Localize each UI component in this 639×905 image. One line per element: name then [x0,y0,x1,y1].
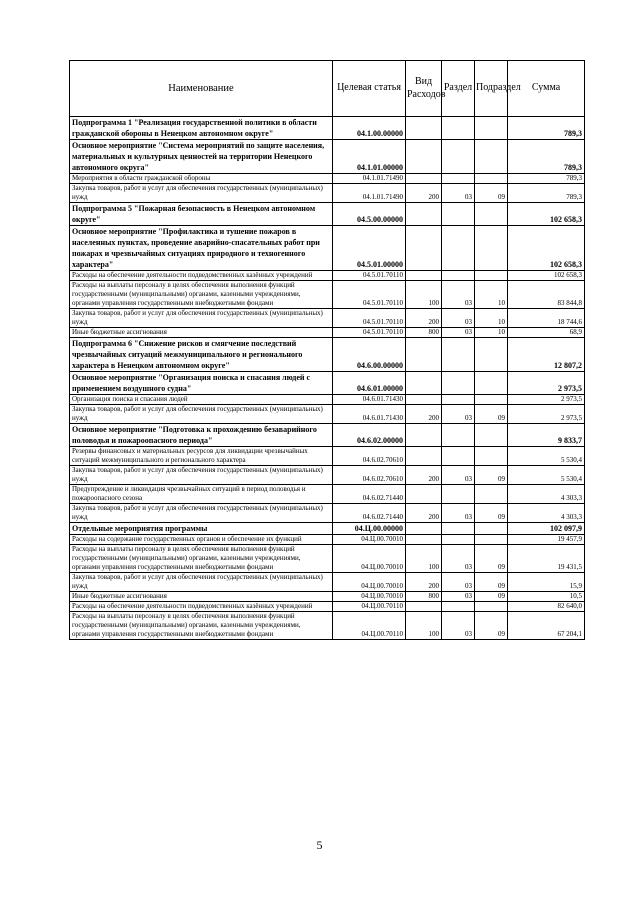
table-row [70,592,585,602]
table-row [70,485,585,504]
row-code: 04.6.02.71440 [333,485,406,504]
row-podrazdel: 09 [475,405,508,424]
row-vid [406,117,442,140]
row-vid: 200 [406,309,442,328]
row-name: Иные бюджетные ассигнования [70,328,333,338]
row-vid: 200 [406,573,442,592]
row-podrazdel [475,602,508,612]
row-sum: 789,3 [508,184,585,203]
row-code: 04.6.02.70610 [333,447,406,466]
row-sum: 2 973,5 [508,372,585,395]
row-code: 04.Ц.00.70010 [333,573,406,592]
row-name: Иные бюджетные ассигнования [70,592,333,602]
row-razdel: 03 [442,545,475,573]
row-podrazdel [475,203,508,226]
row-vid: 200 [406,184,442,203]
row-sum: 15,9 [508,573,585,592]
table-row [70,424,585,447]
row-code: 04.5.01.70110 [333,281,406,309]
row-code: 04.Ц.00.00000 [333,523,406,535]
row-razdel [442,395,475,405]
row-code: 04.6.02.00000 [333,424,406,447]
row-podrazdel: 10 [475,328,508,338]
row-podrazdel [475,447,508,466]
row-razdel: 03 [442,309,475,328]
row-code: 04.6.01.00000 [333,372,406,395]
row-razdel [442,485,475,504]
header-podrazdel: Подраздел [475,61,508,117]
table-row [70,395,585,405]
row-sum: 82 640,0 [508,602,585,612]
row-sum: 102 658,3 [508,203,585,226]
row-vid [406,372,442,395]
row-sum: 9 833,7 [508,424,585,447]
table-row [70,309,585,328]
row-vid: 200 [406,466,442,485]
row-code: 04.Ц.00.70110 [333,612,406,640]
row-sum: 68,9 [508,328,585,338]
row-vid [406,140,442,174]
row-podrazdel: 09 [475,545,508,573]
row-name: Основное мероприятие "Профилактика и тушение пожаров в населенных пунктах, проведение аварийно-спасательных работ при пожарах и чрезвычайных ситуациях природного и техногенного характера" [70,226,333,271]
table-row [70,328,585,338]
row-razdel: 03 [442,573,475,592]
row-vid: 200 [406,504,442,523]
row-name: Основное мероприятие "Система мероприятий по защите населения, материальных и культурных ценностей на территории Ненецкого автономного округа" [70,140,333,174]
row-sum: 18 744,6 [508,309,585,328]
table-row [70,117,585,140]
row-sum: 102 097,9 [508,523,585,535]
row-sum: 4 303,3 [508,485,585,504]
row-podrazdel [475,395,508,405]
row-vid [406,424,442,447]
table-row [70,226,585,271]
row-vid [406,338,442,372]
row-sum: 789,3 [508,117,585,140]
row-sum: 4 303,3 [508,504,585,523]
row-razdel [442,271,475,281]
header-razdel: Раздел [442,61,475,117]
table-row [70,372,585,395]
row-razdel [442,203,475,226]
row-name: Подпрограмма 1 "Реализация государственной политики в области гражданской обороны в Ненецком автономном округе" [70,117,333,140]
row-sum: 2 973,5 [508,405,585,424]
row-name: Организация поиска и спасания людей [70,395,333,405]
row-razdel [442,117,475,140]
row-code: 04.6.01.71430 [333,395,406,405]
row-razdel: 03 [442,184,475,203]
row-name: Расходы на выплаты персоналу в целях обеспечения выполнения функций государственными (муниципальными) органами, казенными учреждениями, органами управления государственными внебюджетными фондами [70,545,333,573]
row-code: 04.1.01.71490 [333,174,406,184]
row-podrazdel [475,338,508,372]
row-razdel [442,523,475,535]
row-podrazdel: 09 [475,184,508,203]
row-sum: 10,5 [508,592,585,602]
table-body [70,117,585,640]
row-vid [406,226,442,271]
row-code: 04.1.01.71490 [333,184,406,203]
row-sum: 12 807,2 [508,338,585,372]
row-vid [406,271,442,281]
header-name: Наименование [70,61,333,117]
table-row [70,535,585,545]
row-podrazdel [475,174,508,184]
row-code: 04.5.01.00000 [333,226,406,271]
row-razdel [442,424,475,447]
row-vid: 800 [406,328,442,338]
row-sum: 83 844,8 [508,281,585,309]
row-vid: 100 [406,545,442,573]
row-razdel: 03 [442,592,475,602]
row-podrazdel: 09 [475,592,508,602]
row-podrazdel: 10 [475,281,508,309]
row-podrazdel: 09 [475,466,508,485]
row-vid: 200 [406,405,442,424]
row-vid [406,447,442,466]
row-name: Предупреждение и ликвидация чрезвычайных ситуаций в период половодья и пожароопасного сезона [70,485,333,504]
row-code: 04.6.00.00000 [333,338,406,372]
row-name: Подпрограмма 6 "Снижение рисков и смягчение последствий чрезвычайных ситуаций межмуниципального и регионального характера в Ненецком автономном округе" [70,338,333,372]
row-name: Расходы на содержание государственных органов и обеспечение их функций [70,535,333,545]
row-vid [406,395,442,405]
row-name: Закупка товаров, работ и услуг для обеспечения государственных (муниципальных) нужд [70,405,333,424]
row-name: Отдельные мероприятия программы [70,523,333,535]
row-podrazdel [475,535,508,545]
row-podrazdel [475,372,508,395]
table-row [70,338,585,372]
row-podrazdel: 09 [475,504,508,523]
table-row [70,271,585,281]
table-row [70,523,585,535]
row-code: 04.6.01.71430 [333,405,406,424]
row-razdel: 03 [442,504,475,523]
row-name: Основное мероприятие "Организация поиска и спасания людей с применением воздушного судна" [70,372,333,395]
row-vid [406,485,442,504]
row-vid [406,535,442,545]
row-sum: 19 431,5 [508,545,585,573]
table-row [70,174,585,184]
row-podrazdel [475,523,508,535]
header-code: Целевая статья [333,61,406,117]
row-code: 04.Ц.00.70010 [333,545,406,573]
row-vid [406,203,442,226]
row-name: Закупка товаров, работ и услуг для обеспечения государственных (муниципальных) нужд [70,309,333,328]
table-row [70,140,585,174]
table-row [70,203,585,226]
row-name: Закупка товаров, работ и услуг для обеспечения государственных (муниципальных) нужд [70,466,333,485]
table-row [70,602,585,612]
row-name: Резервы финансовых и материальных ресурсов для ликвидации чрезвычайных ситуаций межмуниципального и регионального характера [70,447,333,466]
header-sum: Сумма [508,61,585,117]
row-razdel: 03 [442,612,475,640]
row-code: 04.6.02.70610 [333,466,406,485]
row-sum: 102 658,3 [508,226,585,271]
row-vid [406,602,442,612]
row-razdel [442,174,475,184]
row-razdel [442,140,475,174]
row-sum: 2 973,5 [508,395,585,405]
table-row [70,545,585,573]
table-row [70,447,585,466]
row-code: 04.Ц.00.70010 [333,592,406,602]
table-row [70,281,585,309]
table-row [70,184,585,203]
row-name: Мероприятия в области гражданской обороны [70,174,333,184]
row-name: Основное мероприятие "Подготовка к прохождению безаварийного половодья и пожароопасного периода" [70,424,333,447]
header-vid: Вид Расходов [406,61,442,117]
row-podrazdel: 09 [475,612,508,640]
row-vid: 100 [406,281,442,309]
table-row [70,405,585,424]
row-podrazdel: 10 [475,309,508,328]
row-code: 04.1.01.00000 [333,140,406,174]
row-name: Расходы на выплаты персоналу в целях обеспечения выполнения функций государственными (муниципальными) органами, казенными учреждениями, органами управления государственными внебюджетными фондами [70,612,333,640]
row-sum: 789,3 [508,140,585,174]
row-sum: 19 457,9 [508,535,585,545]
row-razdel [442,602,475,612]
row-podrazdel [475,226,508,271]
row-name: Расходы на выплаты персоналу в целях обеспечения выполнения функций государственными (муниципальными) органами, казенными учреждениями, органами управления государственными внебюджетными фондами [70,281,333,309]
row-razdel: 03 [442,281,475,309]
table-row [70,466,585,485]
row-sum: 5 530,4 [508,466,585,485]
row-razdel: 03 [442,328,475,338]
row-podrazdel [475,140,508,174]
row-code: 04.5.01.70110 [333,271,406,281]
row-razdel [442,338,475,372]
row-name: Закупка товаров, работ и услуг для обеспечения государственных (муниципальных) нужд [70,184,333,203]
row-podrazdel: 09 [475,573,508,592]
row-vid [406,523,442,535]
budget-table [69,60,585,640]
row-code: 04.6.02.71440 [333,504,406,523]
row-razdel: 03 [442,405,475,424]
row-vid: 100 [406,612,442,640]
row-sum: 67 204,1 [508,612,585,640]
row-vid: 800 [406,592,442,602]
row-name: Подпрограмма 5 "Пожарная безопасность в Ненецком автономном округе" [70,203,333,226]
row-razdel: 03 [442,466,475,485]
row-podrazdel [475,271,508,281]
row-podrazdel [475,117,508,140]
row-name: Расходы на обеспечение деятельности подведомственных казённых учреждений [70,271,333,281]
row-sum: 5 530,4 [508,447,585,466]
row-podrazdel [475,485,508,504]
row-code: 04.Ц.00.70010 [333,535,406,545]
table-row [70,573,585,592]
row-razdel [442,447,475,466]
row-name: Закупка товаров, работ и услуг для обеспечения государственных (муниципальных) нужд [70,573,333,592]
row-code: 04.1.00.00000 [333,117,406,140]
table-row [70,612,585,640]
row-code: 04.5.01.70110 [333,328,406,338]
row-code: 04.5.00.00000 [333,203,406,226]
row-name: Расходы на обеспечение деятельности подведомственных казённых учреждений [70,602,333,612]
row-razdel [442,535,475,545]
row-code: 04.Ц.00.70110 [333,602,406,612]
row-podrazdel [475,424,508,447]
row-sum: 789,3 [508,174,585,184]
row-name: Закупка товаров, работ и услуг для обеспечения государственных (муниципальных) нужд [70,504,333,523]
table-row [70,504,585,523]
row-vid [406,174,442,184]
row-razdel [442,226,475,271]
table-header-row [70,61,585,117]
row-razdel [442,372,475,395]
page-number: 5 [316,838,323,852]
row-code: 04.5.01.70110 [333,309,406,328]
row-sum: 102 658,3 [508,271,585,281]
